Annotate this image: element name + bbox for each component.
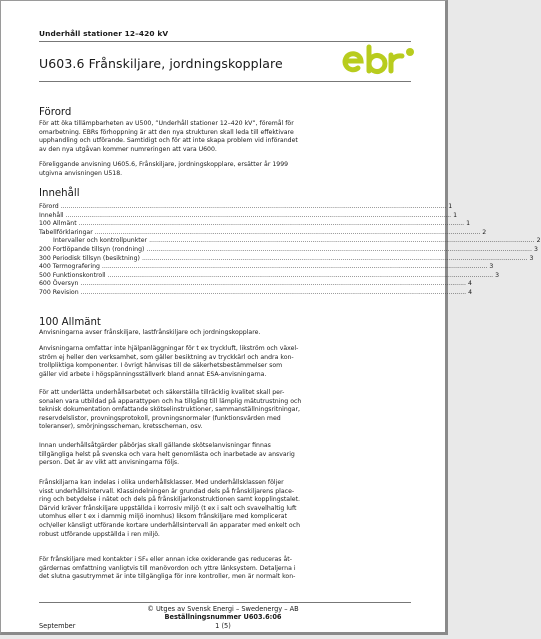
toc-item-page: 3 [529, 254, 534, 262]
toc-item-title: 200 Fortlöpande tillsyn (rondning) [39, 245, 145, 253]
text-line: reservdelslistor, provningsprotokoll, provningsnormaler (funktionsvärden med [39, 414, 281, 422]
toc-leader: .................................................................................................................................................................................................... [80, 280, 466, 288]
series-title: Underhåll stationer 12–420 kV [39, 29, 169, 38]
toc-item[interactable] [39, 254, 534, 264]
text-line: toleranser), smörjningsscheman, kretsscheman, osv. [39, 423, 203, 431]
forord-paragraph-2 [39, 161, 411, 178]
heading-innehall: Innehåll [39, 188, 80, 199]
text-line: upphandling och utförande. Samtidigt och för att inte skapa problem vid införandet [39, 137, 298, 145]
footer-copyright: © Utges av Svensk Energi – Swedenergy – AB [147, 605, 299, 613]
text-line: ström ej heller den verksamhet, som gäller besiktning av tryckkärl och andra kon- [39, 353, 294, 361]
allmant-paragraph-6 [39, 556, 411, 582]
toc-item-title: Tabellförklaringar [39, 228, 93, 236]
allmant-paragraph-3 [39, 389, 411, 432]
toc-item[interactable] [39, 288, 473, 298]
toc-item[interactable] [39, 228, 487, 238]
footer-month: September [39, 622, 76, 630]
toc-item-page: 3 [533, 245, 538, 253]
toc-item-title: 600 Översyn [39, 280, 79, 288]
toc-item-page: 4 [468, 288, 473, 296]
toc-item[interactable] [39, 271, 500, 281]
toc-item-page: 2 [482, 228, 487, 236]
toc-item-title: 500 Funktionskontroll [39, 271, 106, 279]
allmant-paragraph-5 [39, 479, 411, 539]
toc-item-title: Förord [39, 203, 59, 210]
toc-item-title: 100 Allmänt [39, 220, 77, 228]
toc-item-page: 1 [448, 203, 453, 210]
toc-item[interactable] [39, 237, 541, 246]
toc-item[interactable] [39, 203, 453, 212]
ebr-logo [339, 43, 421, 77]
footer-divider [39, 602, 411, 603]
heading-allmant: 100 Allmänt [39, 317, 101, 328]
text-line: person. Det är av vikt att anvisningarna följs. [39, 459, 180, 467]
toc-leader: .................................................................................................................................................................................................... [94, 228, 481, 236]
footer-order-number: Beställningsnummer U603.6:06 [164, 613, 282, 621]
toc-item-page: 1 [466, 220, 471, 228]
text-line: Innan underhållsåtgärder påbörjas skall gällande skötselanvisningar finnas [39, 442, 271, 449]
toc-item-page: 2 [536, 237, 541, 245]
toc-item-page: 4 [467, 280, 472, 288]
toc-item-page: 3 [489, 263, 494, 271]
text-line: Anvisningarna omfattar inte hjälpanläggningar för t ex tryckluft, likström och växel- [39, 345, 299, 352]
text-line: Föreliggande anvisning U605.6, Frånskiljare, jordningskopplare, ersätter år 1999 [39, 161, 289, 168]
toc-item-page: 1 [453, 211, 458, 219]
text-line: Därvid kräver frånskiljare uppställda i korrosiv miljö (t ex i salt och svavelhaltig luft [39, 504, 297, 512]
document-title: U603.6 Frånskiljare, jordningskopplare [39, 56, 283, 71]
toc-leader: .................................................................................................................................................................................................... [60, 203, 447, 210]
text-line: Frånskiljarna kan indelas i olika underhållsklasser. Med underhållsklassen följer [39, 479, 284, 486]
toc-item[interactable] [39, 245, 538, 255]
toc-leader: .................................................................................................................................................................................................... [78, 220, 465, 228]
toc-leader: .................................................................................................................................................................................................... [80, 288, 467, 296]
toc-item-title: 700 Revision [39, 288, 79, 296]
toc-leader: .................................................................................................................................................................................................... [141, 254, 528, 262]
toc-item[interactable] [39, 263, 494, 272]
toc-item[interactable] [39, 220, 471, 229]
toc-leader: .................................................................................................................................................................................................... [149, 237, 535, 245]
text-line: visst underhållsintervall. Klassindelningen är grundad dels på frånskiljarens place- [39, 487, 295, 495]
text-line: utomhus eller t ex i dammig miljö inomhus) liksom frånskiljare med komplicerat [39, 513, 288, 521]
toc-item-title: Innehåll [39, 211, 64, 219]
toc-leader: .................................................................................................................................................................................................... [101, 263, 488, 271]
toc-item-page: 3 [495, 271, 500, 279]
text-line: Anvisningarna avser frånskiljare, lastfrånskiljare och jordningskopplare. [39, 329, 261, 336]
text-line: För att underlätta underhållsarbetet och säkerställa tillräcklig kvalitet skall per- [39, 389, 285, 396]
toc-item[interactable] [39, 211, 458, 221]
title-divider [39, 81, 411, 82]
allmant-paragraph-2 [39, 345, 411, 379]
text-line: och/eller känsligt utförande kortare underhållsintervall än apparater med enkelt och [39, 521, 300, 529]
allmant-paragraph-1 [39, 329, 411, 338]
text-line: utgivna anvisningen U518. [39, 169, 123, 177]
text-line: ring och betydelse i nätet och dels på frånskiljarkonstruktionen samt kopplingstalet. [39, 496, 300, 504]
text-line: robust utförande uppställda i ren miljö. [39, 530, 160, 538]
toc-item-title: 300 Periodisk tillsyn (besiktning) [39, 254, 140, 262]
header-divider [39, 41, 411, 42]
toc-leader: .................................................................................................................................................................................................... [65, 211, 452, 219]
table-of-contents [39, 203, 541, 298]
text-line: För frånskiljare med kontakter i SF₆ eller annan icke oxiderande gas reduceras åt- [39, 556, 292, 563]
text-line: sonalen vara utbildad på apparattypen och ha tillgång till lämplig mätutrustning och [39, 397, 302, 405]
text-line: För att öka tillämpbarheten av U500, ”Underhåll stationer 12–420 kV”, föremål för [39, 120, 294, 127]
toc-item-title: Intervaller och kontrollpunkter [53, 237, 148, 245]
toc-leader: .................................................................................................................................................................................................... [146, 245, 532, 253]
text-line: trollpliktiga komponenter. I övrigt hänvisas till de säkerhetsbestämmelser som [39, 362, 283, 370]
heading-forord: Förord [39, 107, 72, 118]
text-line: omarbetning. EBRs förhoppning är att den nya strukturen skall leda till effektivare [39, 128, 294, 136]
allmant-paragraph-4 [39, 442, 411, 468]
text-line: av den nya utgåvan kommer numreringen att vara U600. [39, 145, 217, 153]
text-line: det slutna gasutrymmet är inte tillgängliga för inre kontroller, men är normalt kon- [39, 573, 296, 581]
text-line: teknisk dokumentation omfattande skötselinstruktioner, sammanställningsritningar, [39, 406, 300, 414]
text-line: gäller vid arbete i högspänningsställverk bland annat ESA-anvisningarna. [39, 370, 267, 378]
toc-item-title: 400 Termografering [39, 263, 100, 271]
footer-page-number: 1 (5) [215, 622, 231, 630]
toc-leader: .................................................................................................................................................................................................... [107, 271, 494, 279]
text-line: tillgängliga helst på svenska och vara helt genomlästa och inarbetade av ansvarig [39, 450, 295, 458]
text-line: gärdernas omfattning vanligtvis till manövordon och yttre länksystem. Detaljerna i [39, 564, 296, 572]
toc-item[interactable] [39, 280, 472, 289]
forord-paragraph-1 [39, 120, 411, 154]
